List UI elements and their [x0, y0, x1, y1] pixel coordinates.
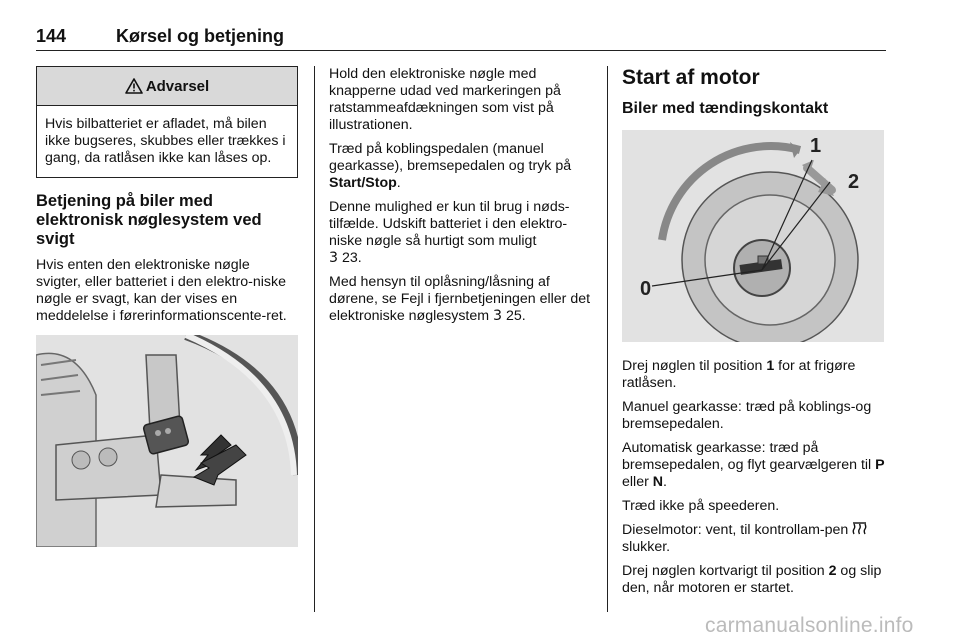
column-1	[36, 66, 298, 547]
warning-title: Advarsel	[145, 77, 210, 95]
glow-plug-icon	[852, 522, 867, 535]
position-label-0: 0	[640, 278, 652, 300]
ignition-switch-illustration	[622, 130, 884, 342]
column-divider	[314, 66, 315, 612]
paragraph: Drej nøglen kortvarigt til position 2 og slip den, når motoren er startet.	[622, 563, 882, 596]
paragraph: Denne mulighed er kun til brug i nøds-tilfælde. Udskift batteriet i den elektro-niske nøgle så hurtigt som muligt 3 23.	[329, 199, 570, 266]
section-heading: Betjening på biler med elektronisk nøglesystem ved svigt	[36, 192, 262, 248]
page-number: 144	[36, 26, 67, 46]
position-label-1: 1	[810, 135, 822, 157]
watermark: carmanualsonline.info	[705, 614, 914, 637]
column-divider	[607, 66, 608, 612]
paragraph: Dieselmotor: vent, til kontrollam-pen slukker.	[622, 522, 886, 556]
column-3	[622, 66, 886, 604]
paragraph: Træd ikke på speederen.	[622, 498, 780, 514]
paragraph: Manuel gearkasse: træd på koblings-og bremsepedalen.	[622, 399, 872, 432]
page-reference-icon: 3	[329, 250, 339, 266]
warning-text: Hvis bilbatteriet er afladet, må bilen ikke bugseres, skubbes eller trækkes i gang, da ratlåsen ikke kan låses op.	[45, 116, 286, 166]
page-header	[36, 24, 886, 51]
paragraph: Automatisk gearkasse: træd på bremsepedalen, og flyt gearvælgeren til P eller N.	[622, 440, 885, 490]
subsection-heading: Biler med tændingskontakt	[622, 100, 829, 117]
paragraph: Hold den elektroniske nøgle med knapperne udad ved markeringen på ratstammeafdækningen som vist på illustrationen.	[329, 66, 561, 133]
page-reference: 23.	[341, 250, 362, 266]
start-stop-label: Start/Stop	[329, 175, 397, 191]
paragraph: Hvis enten den elektroniske nøgle svigter, eller batteriet i den elektro-niske nøgle er svagt, kan der vises en meddelelse i førerinformationscente-ret.	[36, 257, 287, 324]
section-heading: Start af motor	[622, 66, 760, 89]
page-reference: 25.	[506, 308, 526, 324]
warning-box	[36, 66, 298, 178]
paragraph: Med hensyn til oplåsning/låsning af dørene, se Fejl i fjernbetjeningen eller det elektroniske nøglesystem 3 25.	[329, 274, 591, 324]
warning-triangle-icon	[125, 78, 143, 94]
position-label-2: 2	[848, 171, 860, 193]
warning-header	[37, 67, 297, 106]
steering-column-illustration	[36, 335, 298, 547]
chapter-title: Kørsel og betjening	[116, 26, 285, 46]
column-2	[329, 66, 591, 332]
paragraph: Drej nøglen til position 1 for at frigøre ratlåsen.	[622, 358, 856, 391]
paragraph: Træd på koblingspedalen (manuel gearkasse), bremsepedalen og tryk på Start/Stop.	[329, 141, 572, 191]
page-reference-icon: 3	[493, 308, 503, 324]
